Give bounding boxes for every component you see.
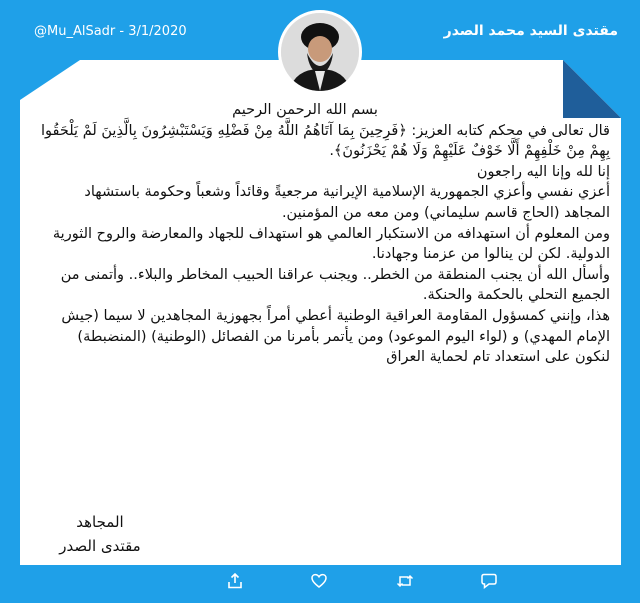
statement-body bbox=[40, 100, 610, 368]
retweet-icon[interactable] bbox=[394, 573, 416, 595]
signature bbox=[35, 510, 165, 558]
handle-date[interactable]: @Mu_AlSadr - 3/1/2020 bbox=[34, 24, 187, 39]
share-icon[interactable] bbox=[224, 573, 246, 595]
tweet-actions bbox=[0, 565, 640, 603]
signature-name: مقتدى الصدر bbox=[59, 537, 141, 555]
basmala: بسم الله الرحمن الرحيم bbox=[232, 102, 378, 118]
statement-paragraph: وأسأل الله أن يجنب المنطقة من الخطر.. ويجنب عراقنا الحبيب المخاطر والبلاء.. وأتمنى من الجميع التحلي بالحكمة والحنكة. bbox=[60, 266, 610, 304]
heart-icon[interactable] bbox=[308, 573, 330, 595]
statement-paragraph: ومن المعلوم أن استهدافه من الاستكبار العالمي هو استهداف للجهاد والمعارضة والروح الثورية الدولية. لكن لن ينالوا من عزمنا وجهادنا. bbox=[52, 225, 610, 263]
statement-paragraph: هذا، وإنني كمسؤول المقاومة العراقية الوطنية أعطي أمراً بجهوزية المجاهدين لا سيما (جيش الإمام المهدي) و (لواء اليوم الموعود) ومن يأتمر بأمرنا من الفصائل (الوطنية) (المنضبطة) لنكون على استعداد تام لحماية العراق bbox=[61, 307, 610, 366]
author-name[interactable]: مقتدى السيد محمد الصدر bbox=[443, 23, 618, 39]
statement-paragraph: إنا لله وإنا اليه راجعون bbox=[476, 163, 610, 180]
avatar[interactable] bbox=[278, 10, 362, 94]
reply-icon[interactable] bbox=[478, 573, 500, 595]
statement-paragraph: أعزي نفسي وأعزي الجمهورية الإسلامية الإيرانية مرجعيةً وقائداً وشعباً وحكومة باستشهاد المجاهد (الحاج قاسم سليماني) ومن معه من المؤمنين. bbox=[84, 184, 610, 221]
statement-paragraph: قال تعالى في محكم كتابه العزيز: ﴿فَرِحِينَ بِمَا آتَاهُمُ اللَّهُ مِنْ فَضْلِهِ وَيَسْتَبْشِرُونَ بِالَّذِينَ لَمْ يَلْحَقُوا بِهِمْ مِنْ خَلْفِهِمْ أَلَّا خَوْفٌ عَلَيْهِمْ وَلَا هُمْ يَحْزَنُونَ﴾. bbox=[41, 122, 610, 160]
signature-title: المجاهد bbox=[76, 513, 124, 531]
